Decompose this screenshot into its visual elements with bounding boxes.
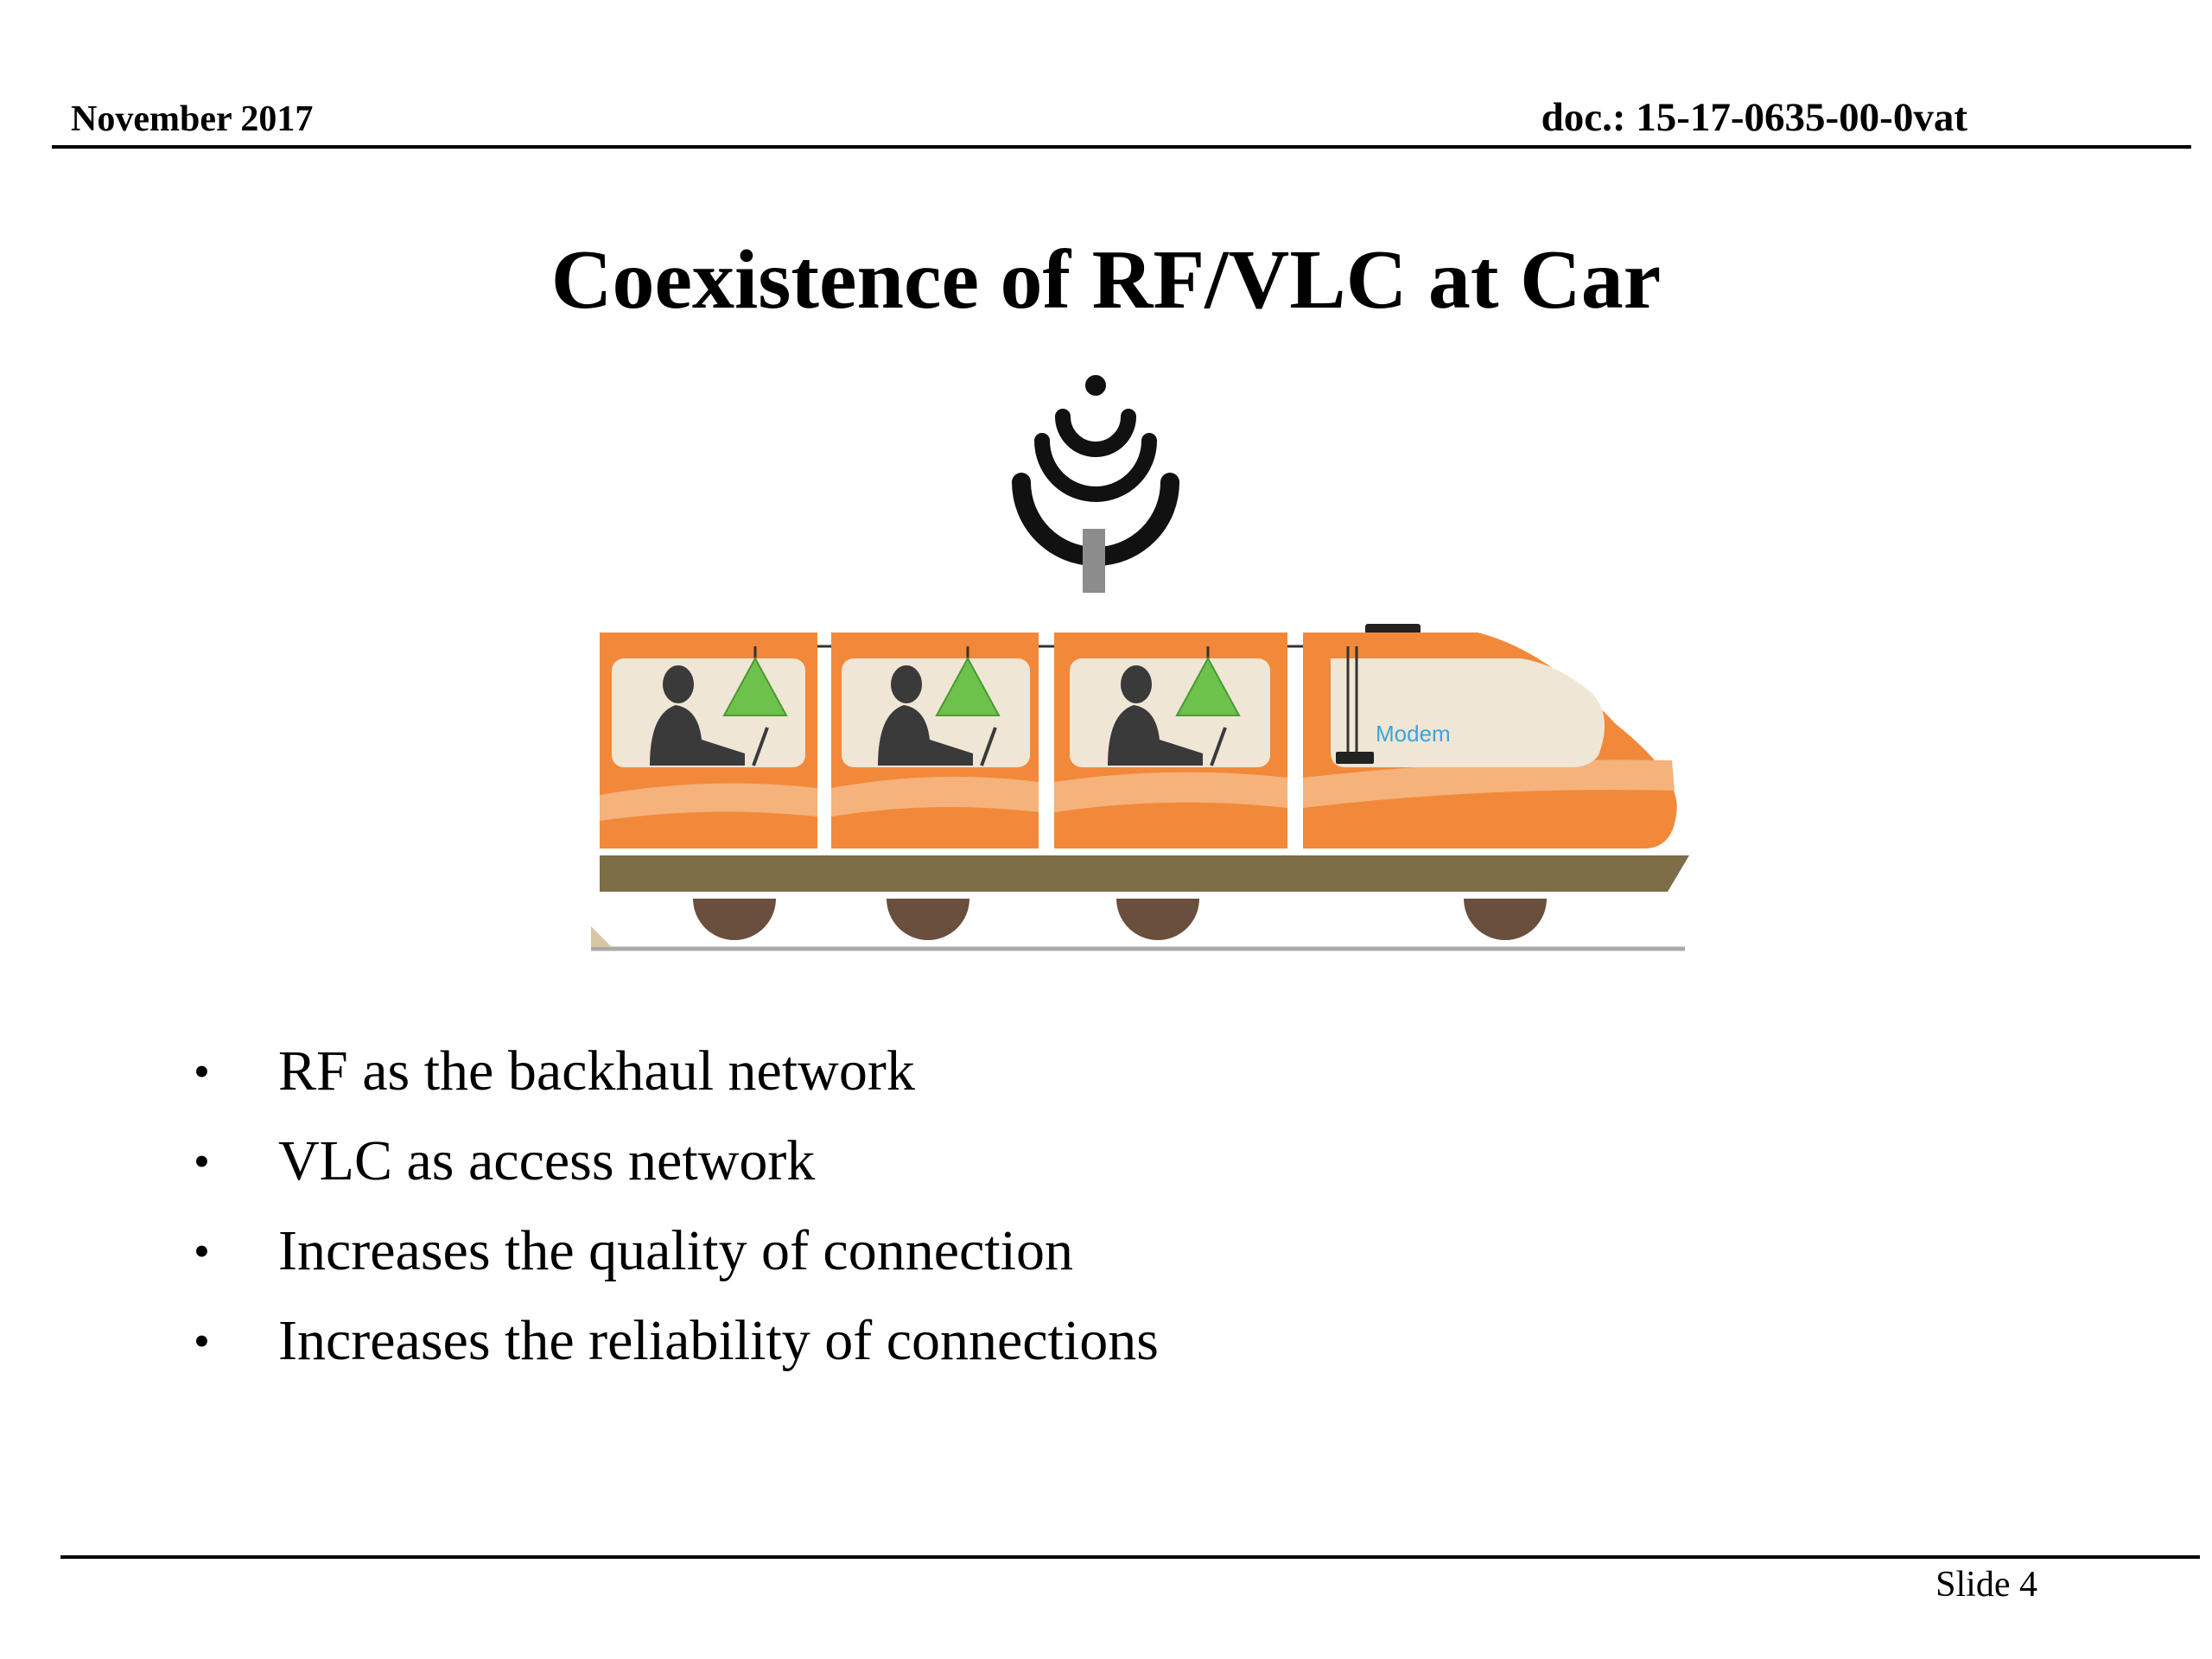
slide-number: Slide 4 [1936, 1565, 2037, 1605]
wheel [1116, 899, 1199, 940]
antenna-mast [1083, 529, 1105, 593]
wheel [1464, 899, 1547, 940]
footer-divider [60, 1555, 2200, 1559]
bullet-dot: • [194, 1225, 210, 1277]
wheel [693, 899, 776, 940]
modem-device [1336, 752, 1374, 764]
bullet-item [192, 1206, 1159, 1296]
train-illustration [588, 363, 1694, 968]
bullet-dot: • [194, 1315, 210, 1367]
bullet-text: RF as the backhaul network [278, 1039, 915, 1103]
modem-label: Modem [1376, 721, 1451, 747]
bullet-dot: • [194, 1046, 210, 1097]
bullet-item [192, 1296, 1159, 1386]
bullet-list [192, 1027, 1159, 1386]
bullet-item [192, 1027, 1159, 1116]
bullet-text: VLC as access network [278, 1129, 816, 1192]
header-doc-id: doc.: 15-17-0635-00-0vat [1541, 95, 1967, 140]
wheel [887, 899, 969, 940]
bullet-dot: • [194, 1135, 210, 1187]
header-date: November 2017 [71, 99, 314, 139]
header-divider [52, 145, 2191, 149]
bullet-item [192, 1116, 1159, 1206]
slide-title: Coexistence of RF/VLC at Car [550, 233, 1662, 327]
bullet-text: Increases the quality of connection [278, 1219, 1073, 1282]
train-icon [591, 624, 1689, 949]
bullet-text: Increases the reliability of connections [278, 1309, 1159, 1372]
wifi-antenna-icon [1021, 375, 1170, 593]
